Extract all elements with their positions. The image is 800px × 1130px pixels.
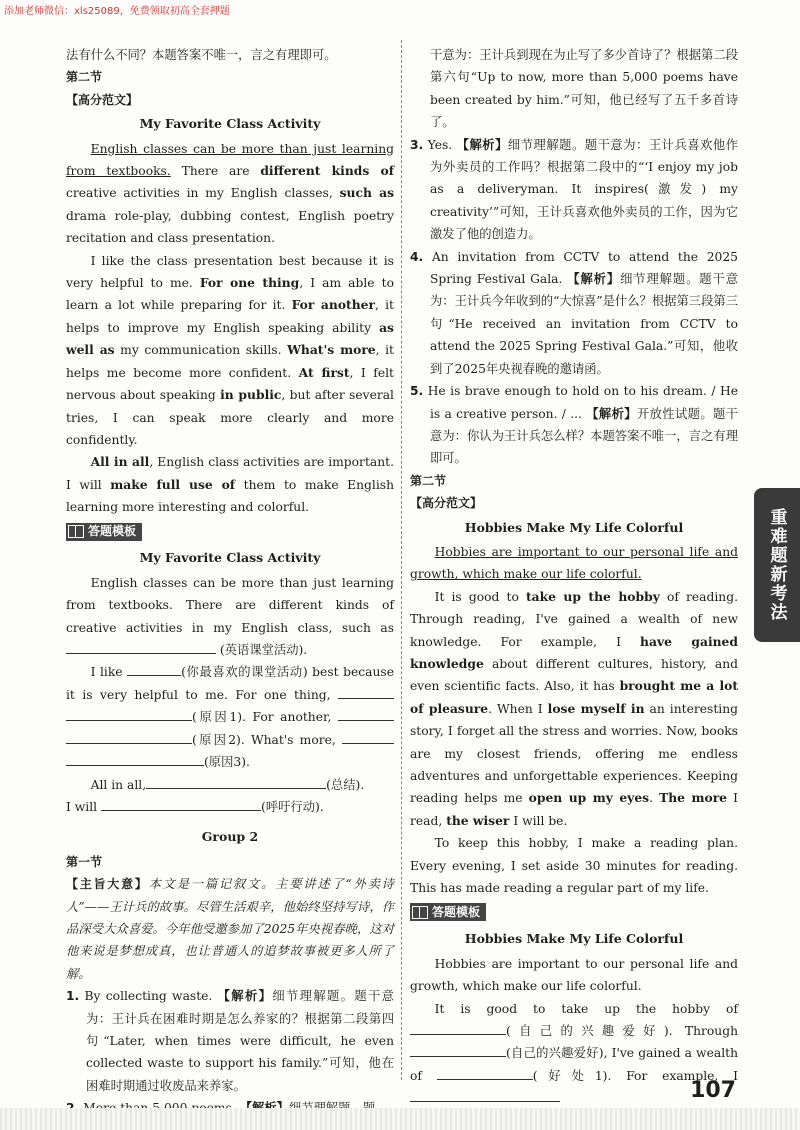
template-title: Hobbies Make My Life Colorful — [464, 931, 684, 947]
template-paragraph-1: Hobbies are important to our personal life and growth, which make our life colorful. — [410, 956, 738, 994]
text: There are — [170, 164, 261, 179]
main-idea-text: 本文是一篇记叙文。主要讲述了“外卖诗人”——王计兵的故事。尽管生活艰辛，他始终坚持写诗，作品深受大众喜爱。今年他受邀参加了2025年央视春晚，这对他来说是梦想成真，也让普通人的追梦故事被更多人所了解。 — [66, 877, 394, 981]
key-phrase: brought me a lot of pleasure — [410, 678, 738, 716]
key-phrase: as well as — [66, 319, 394, 358]
answer-item-5 — [410, 380, 738, 470]
answer-text: An invitation from CCTV to attend the 2025 Spring Festival Gala. — [430, 249, 738, 287]
answer-item-4 — [410, 246, 738, 380]
fill-blank[interactable] — [410, 1022, 506, 1035]
watermark-text: 添加老师微信：xls25089，免费领取初高全套押题 — [4, 6, 230, 17]
text: I will be. — [509, 813, 568, 828]
template-label: 答题模板 — [88, 524, 137, 539]
text: an interesting story, I forget all the stress and worries. Now, books are my closest friends, offering me endless adventures and unforgettable experiences. Keeping reading helps me — [410, 701, 739, 806]
essay-paragraph-2 — [66, 250, 394, 452]
fill-blank[interactable] — [437, 1067, 533, 1080]
key-phrase: different kinds of — [260, 163, 394, 179]
key-phrase: take up the hobby — [525, 588, 660, 604]
book-icon — [68, 525, 84, 538]
text: (你最喜欢的课堂活动) best because it is very helpful to me. For one thing, — [66, 665, 394, 702]
side-tab-label: 重难题新考法 — [754, 488, 800, 642]
key-phrase: At first — [298, 364, 350, 380]
key-phrase: For another — [291, 297, 375, 313]
item-number: 3. — [410, 137, 424, 152]
template-closing — [66, 796, 394, 818]
answer-text: By collecting waste. — [84, 989, 213, 1004]
text: English classes can be more than just learning from textbooks. There are different kinds of creative activities in my English class, such as — [66, 575, 394, 635]
answer-item-2-continued: 干意为：王计兵到现在为止写了多少首诗了？根据第二段第六句“Up to now, more than 5,000 poems have been created by him.”可知，他已经写了五千多首诗了。 — [430, 48, 738, 130]
page-edge-texture — [0, 1108, 800, 1130]
analysis-label: 【解析】 — [456, 136, 508, 152]
essay-paragraph-1 — [66, 138, 394, 250]
key-phrase: All in all — [90, 454, 150, 470]
text: . — [649, 791, 660, 806]
intro-line: 法有什么不同？本题答案不唯一，言之有理即可。 — [66, 48, 337, 62]
section-heading-1: 第一节 — [66, 854, 103, 869]
answer-item-1 — [66, 985, 394, 1097]
template-paragraph-1 — [66, 572, 394, 662]
topic-sentence: English classes can be more than just learning from textbooks. — [66, 141, 394, 179]
text: my communication skills. — [114, 343, 288, 358]
text: (好处1). For example, I — [532, 1068, 738, 1083]
text: drama role-play, dubbing contest, English poetry recitation and class presentation. — [66, 208, 394, 246]
fill-blank[interactable] — [127, 663, 181, 676]
answer-text: Yes. — [427, 137, 453, 152]
text: creative activities in my English classes, — [66, 186, 340, 201]
text: , but after several tries, I can speak more clearly and more confidently. — [66, 388, 394, 447]
fill-blank[interactable] — [338, 708, 394, 721]
text: It is good to — [434, 589, 526, 604]
template-label: 答题模板 — [432, 905, 481, 920]
text: (自己的兴趣爱好). Through — [506, 1023, 738, 1038]
model-essay-label: 【高分范文】 — [66, 92, 139, 107]
text: . When I — [488, 701, 548, 716]
key-phrase: For one thing — [199, 275, 300, 291]
analysis-label: 【解析】 — [586, 405, 637, 421]
main-idea — [66, 873, 394, 985]
text: (原因1). For another, — [192, 710, 332, 725]
fill-blank[interactable] — [66, 731, 192, 744]
text: them to make English learning more interesting and colorful. — [66, 477, 395, 515]
text: (原因3). — [204, 755, 250, 770]
column-divider — [401, 40, 402, 1080]
section-heading-2: 第二节 — [410, 473, 447, 488]
text: , I am able to learn a lot while preparing for it. — [66, 276, 394, 313]
page-number: 107 — [690, 1078, 736, 1103]
essay-paragraph-2 — [410, 586, 738, 832]
text: , it helps to improve my English speaking ability — [66, 298, 394, 335]
key-phrase: The more — [659, 790, 728, 806]
text: I like the class presentation best because it is very helpful to me. — [66, 253, 394, 291]
analysis-text: 开放性试题。题干意为：你认为王计兵怎么样？本题答案不唯一，言之有理即可。 — [430, 406, 738, 466]
fill-blank[interactable] — [146, 776, 326, 789]
text: about different cultures, history, and even scientific facts. Also, it has — [410, 656, 738, 694]
key-phrase: make full use of — [110, 476, 236, 492]
template-title: My Favorite Class Activity — [139, 550, 321, 566]
book-icon — [412, 906, 428, 919]
key-phrase: the wiser — [446, 812, 510, 828]
essay-paragraph-1 — [410, 541, 738, 586]
answer-item-3 — [410, 134, 738, 246]
fill-blank[interactable] — [410, 1044, 506, 1057]
text: , it helps me become more confident. — [66, 343, 394, 380]
text: I will — [66, 799, 98, 814]
item-number: 1. — [66, 989, 80, 1004]
template-badge — [66, 523, 142, 541]
main-idea-label: 【主旨大意】 — [66, 877, 149, 892]
template-paragraph-3 — [66, 774, 394, 796]
essay-title: Hobbies Make My Life Colorful — [464, 519, 684, 535]
analysis-label: 【解析】 — [217, 988, 273, 1004]
fill-blank[interactable] — [410, 1089, 560, 1102]
fill-blank[interactable] — [338, 686, 394, 699]
text: (英语课堂活动). — [219, 643, 308, 658]
model-essay-label: 【高分范文】 — [410, 496, 483, 511]
essay-paragraph-3 — [66, 451, 394, 518]
essay-title: My Favorite Class Activity — [139, 116, 321, 132]
section-heading-2: 第二节 — [66, 70, 103, 85]
fill-blank[interactable] — [66, 753, 204, 766]
template-paragraph-2 — [66, 661, 394, 773]
key-phrase: What's more — [287, 342, 376, 358]
text: of reading. Through reading, I've gained a wealth of new knowledge. For example, I — [410, 589, 738, 649]
key-phrase: have gained knowledge — [410, 633, 738, 671]
essay-paragraph-3: To keep this hobby, I make a reading plan. Every evening, I set aside 30 minutes for reading. This has made reading a regular part of my life. — [410, 836, 738, 896]
text: (原因2). What's more, — [192, 732, 336, 747]
text: I like — [90, 665, 123, 680]
template-badge — [410, 903, 486, 921]
analysis-text: 细节理解题。题干意为：王计兵喜欢他作为外卖员的工作吗？根据第二段中的“‘I enjoy my job as a deliveryman. It inspires(激发) my creativity’”可知，王计兵喜欢他外卖员的工作，因为它激发了他的创造力。 — [430, 137, 738, 242]
fill-blank[interactable] — [342, 731, 394, 744]
analysis-text: 细节理解题。题干意为：王计兵今年收到的“大惊喜”是什么？根据第三段第三句“He received an invitation from CCTV to attend the 2025 Spring Festival Gala.”可知，他收到了2025年央视春晚的邀请函。 — [430, 272, 738, 376]
item-number: 5. — [410, 384, 424, 399]
key-phrase: in public — [220, 387, 282, 403]
text: , I felt nervous about speaking — [66, 365, 394, 403]
right-column — [410, 44, 738, 1110]
text: I read, — [410, 791, 738, 828]
answer-text: He is brave enough to hold on to his dream. / He is a creative person. / ... — [427, 384, 738, 421]
text: (自己的兴趣爱好), I've gained a wealth of — [410, 1046, 738, 1083]
group-heading: Group 2 — [201, 829, 259, 845]
key-phrase: such as — [339, 185, 394, 201]
analysis-label: 【解析】 — [567, 271, 621, 287]
fill-blank[interactable] — [66, 708, 192, 721]
key-phrase: open up my eyes — [528, 790, 650, 806]
analysis-text: 细节理解题。题干意为：王计兵在困难时期是怎么养家的？根据第二段第四句“Later, when times were difficult, he even collected waste to support his family.”可知，他在困难时期通过收废品来养家。 — [86, 989, 394, 1093]
left-column — [66, 44, 394, 1120]
fill-blank[interactable] — [66, 641, 216, 654]
template-paragraph-2 — [410, 998, 738, 1110]
key-phrase: lose myself in — [547, 700, 645, 716]
text: , English class activities are important. I will — [66, 455, 394, 492]
topic-sentence: Hobbies are important to our personal life and growth, which make our life colorful. — [410, 544, 738, 582]
text: (总结). — [326, 777, 365, 792]
item-number: 4. — [410, 249, 424, 264]
text: It is good to take up the hobby of — [434, 1001, 738, 1016]
text: All in all, — [90, 777, 147, 792]
fill-blank[interactable] — [101, 798, 261, 811]
text: (呼吁行动). — [261, 799, 324, 814]
